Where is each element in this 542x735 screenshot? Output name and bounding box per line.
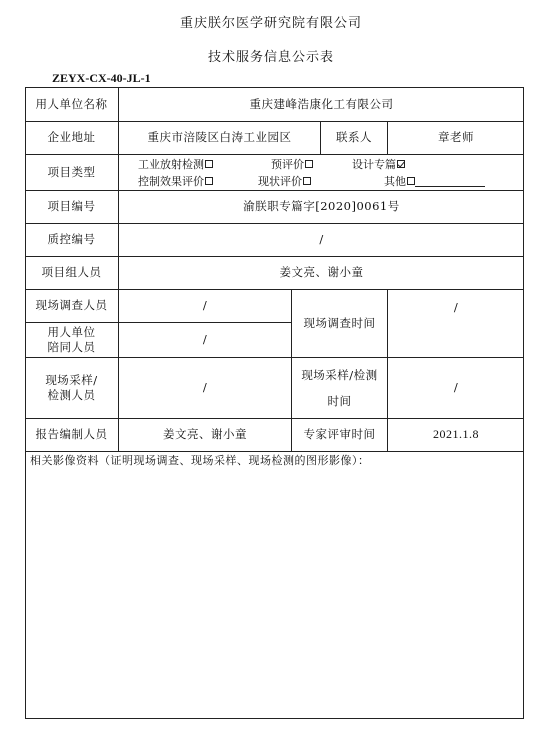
sampling-staff-label: 现场采样/ 检测人员 [45, 372, 98, 402]
checkbox-control-effect[interactable] [205, 177, 213, 185]
checkbox-status-assessment[interactable] [303, 177, 311, 185]
client-label: 用人单位名称 [35, 96, 108, 111]
contact-label: 联系人 [336, 130, 372, 144]
address-value: 重庆市涪陵区白涛工业园区 [147, 130, 292, 144]
option-pre-assessment[interactable]: 预评价 [271, 156, 313, 172]
escort-value: / [202, 332, 208, 346]
expert-review-value: 2021.1.8 [433, 427, 479, 441]
client-value: 重庆建峰浩康化工有限公司 [249, 96, 394, 111]
option-control-effect[interactable]: 控制效果评价 [138, 173, 213, 189]
survey-staff-value: / [202, 298, 208, 312]
contact-value: 章老师 [438, 130, 474, 144]
sampling-time-label: 现场采样/检测 时间 [301, 367, 378, 408]
team-value: 姜文亮、谢小童 [279, 265, 364, 279]
expert-review-label: 专家评审时间 [303, 427, 376, 441]
survey-time-value: / [453, 299, 459, 314]
company-name: 重庆朕尔医学研究院有限公司 [179, 16, 362, 31]
team-label: 项目组人员 [41, 265, 102, 279]
other-blank-line [415, 176, 485, 187]
sampling-time-value: / [453, 380, 459, 394]
option-industrial-radiation[interactable]: 工业放射检测 [138, 156, 213, 172]
option-status-assessment[interactable]: 现状评价 [258, 173, 311, 189]
address-label: 企业地址 [47, 130, 96, 144]
survey-staff-label: 现场调查人员 [35, 298, 108, 312]
checkbox-pre-assessment[interactable] [305, 160, 313, 168]
survey-time-label: 现场调查时间 [303, 315, 376, 330]
project-type-label: 项目类型 [47, 164, 96, 179]
checkbox-design-chapter[interactable] [397, 160, 405, 168]
document-number: ZEYX-CX-40-JL-1 [52, 71, 151, 85]
related-images-label: 相关影像资料（证明现场调查、现场采样、现场检测的图形影像）： [30, 454, 370, 467]
qc-number-value: / [319, 232, 324, 246]
form-title: 技术服务信息公示表 [207, 50, 334, 65]
escort-label: 用人单位 陪同人员 [47, 324, 96, 354]
option-other[interactable]: 其他 [384, 173, 485, 189]
option-design-chapter[interactable]: 设计专篇 [352, 156, 405, 172]
report-staff-value: 姜文亮、谢小童 [163, 427, 247, 441]
sampling-staff-value: / [202, 380, 208, 394]
project-number-label: 项目编号 [47, 199, 96, 213]
checkbox-industrial-radiation[interactable] [205, 160, 213, 168]
report-staff-label: 报告编制人员 [35, 427, 108, 441]
checkbox-other[interactable] [407, 177, 415, 185]
project-number-value: 渝朕职专篇字[2020]0061号 [243, 199, 400, 213]
qc-number-label: 质控编号 [47, 232, 96, 246]
